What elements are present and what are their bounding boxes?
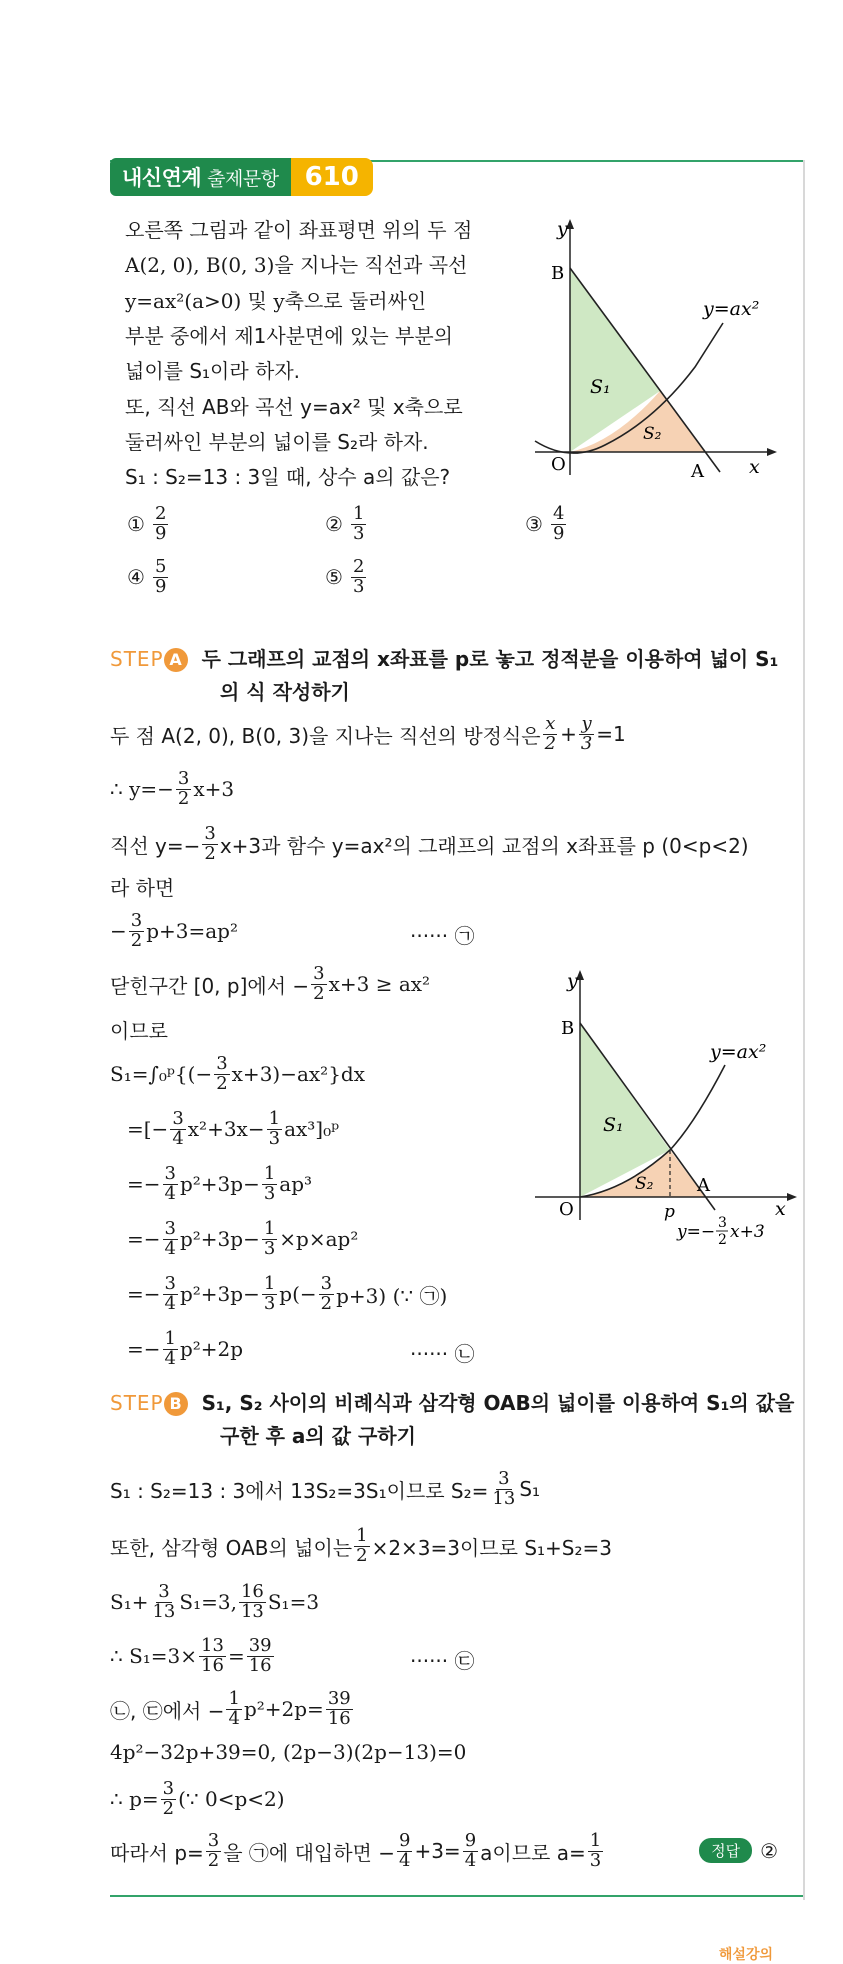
answer-label: 정답 xyxy=(699,1838,752,1863)
problem-line: 또, 직선 AB와 곡선 y=ax² 및 x축으로 xyxy=(125,395,463,419)
svg-text:A: A xyxy=(691,461,704,482)
svg-text:y: y xyxy=(557,218,568,240)
badge-sub: 출제문항 xyxy=(207,167,279,190)
footer-rule xyxy=(110,1895,803,1897)
svg-text:S₁: S₁ xyxy=(603,1114,624,1136)
svg-text:2: 2 xyxy=(718,1232,727,1248)
problem-line: 부분 중에서 제1사분면에 있는 부분의 xyxy=(125,324,453,348)
badge-number: 610 xyxy=(291,158,373,196)
problem-line: 오른쪽 그림과 같이 좌표평면 위의 두 점 xyxy=(125,218,473,242)
svg-text:B: B xyxy=(551,263,565,284)
problem-line: 둘러싸인 부분의 넓이를 S₂라 하자. xyxy=(125,430,429,454)
svg-text:S₂: S₂ xyxy=(635,1174,654,1194)
footer-text: 해설강의 xyxy=(718,1947,773,1963)
svg-text:x: x xyxy=(749,456,760,478)
option-1[interactable]: ① $\frac{2}{9}$ xyxy=(127,503,167,544)
svg-text:y=−: y=− xyxy=(677,1222,716,1242)
answer-value: ② xyxy=(760,1838,778,1863)
option-5[interactable]: ⑤ $\frac{2}{3}$ xyxy=(325,556,365,597)
graph-problem xyxy=(515,215,795,485)
problem-badge xyxy=(110,158,373,196)
svg-text:p: p xyxy=(664,1202,675,1222)
answer xyxy=(699,1838,778,1863)
svg-text:A: A xyxy=(697,1175,710,1196)
problem-line: y=ax²(a>0) 및 y축으로 둘러싸인 xyxy=(125,289,427,313)
svg-text:y=ax²: y=ax² xyxy=(703,298,760,320)
step-b-title: STEP B S₁, S₂ 사이의 비례식과 삼각형 OAB의 넓이를 이용하여 S₁의 값을 구한 후 a의 값 구하기 xyxy=(110,1391,795,1448)
problem-line: A(2, 0), B(0, 3)을 지나는 직선과 곡선 xyxy=(125,253,468,277)
svg-text:x+3: x+3 xyxy=(730,1222,765,1242)
svg-text:y: y xyxy=(567,970,578,992)
svg-text:3: 3 xyxy=(718,1215,727,1231)
svg-text:S₁: S₁ xyxy=(590,376,611,398)
graph-solution xyxy=(525,965,815,1255)
option-2[interactable]: ② $\frac{1}{3}$ xyxy=(325,503,365,544)
option-4[interactable]: ④ $\frac{5}{9}$ xyxy=(127,556,167,597)
svg-text:O: O xyxy=(551,454,566,475)
step-a-title: STEP A 두 그래프의 교점의 x좌표를 p로 놓고 정적분을 이용하여 넓이 S₁ 의 식 작성하기 xyxy=(110,647,779,704)
svg-text:x: x xyxy=(775,1198,786,1220)
badge-main: 내신연계 xyxy=(122,166,202,190)
problem-line: 넓이를 S₁이라 하자. xyxy=(125,359,301,383)
problem-line: S₁ : S₂=13 : 3일 때, 상수 a의 값은? xyxy=(125,465,451,489)
svg-text:B: B xyxy=(561,1018,575,1039)
svg-text:O: O xyxy=(559,1199,574,1220)
svg-text:y=ax²: y=ax² xyxy=(710,1041,767,1063)
option-3[interactable]: ③ $\frac{4}{9}$ xyxy=(525,503,565,544)
svg-text:S₂: S₂ xyxy=(643,424,662,444)
